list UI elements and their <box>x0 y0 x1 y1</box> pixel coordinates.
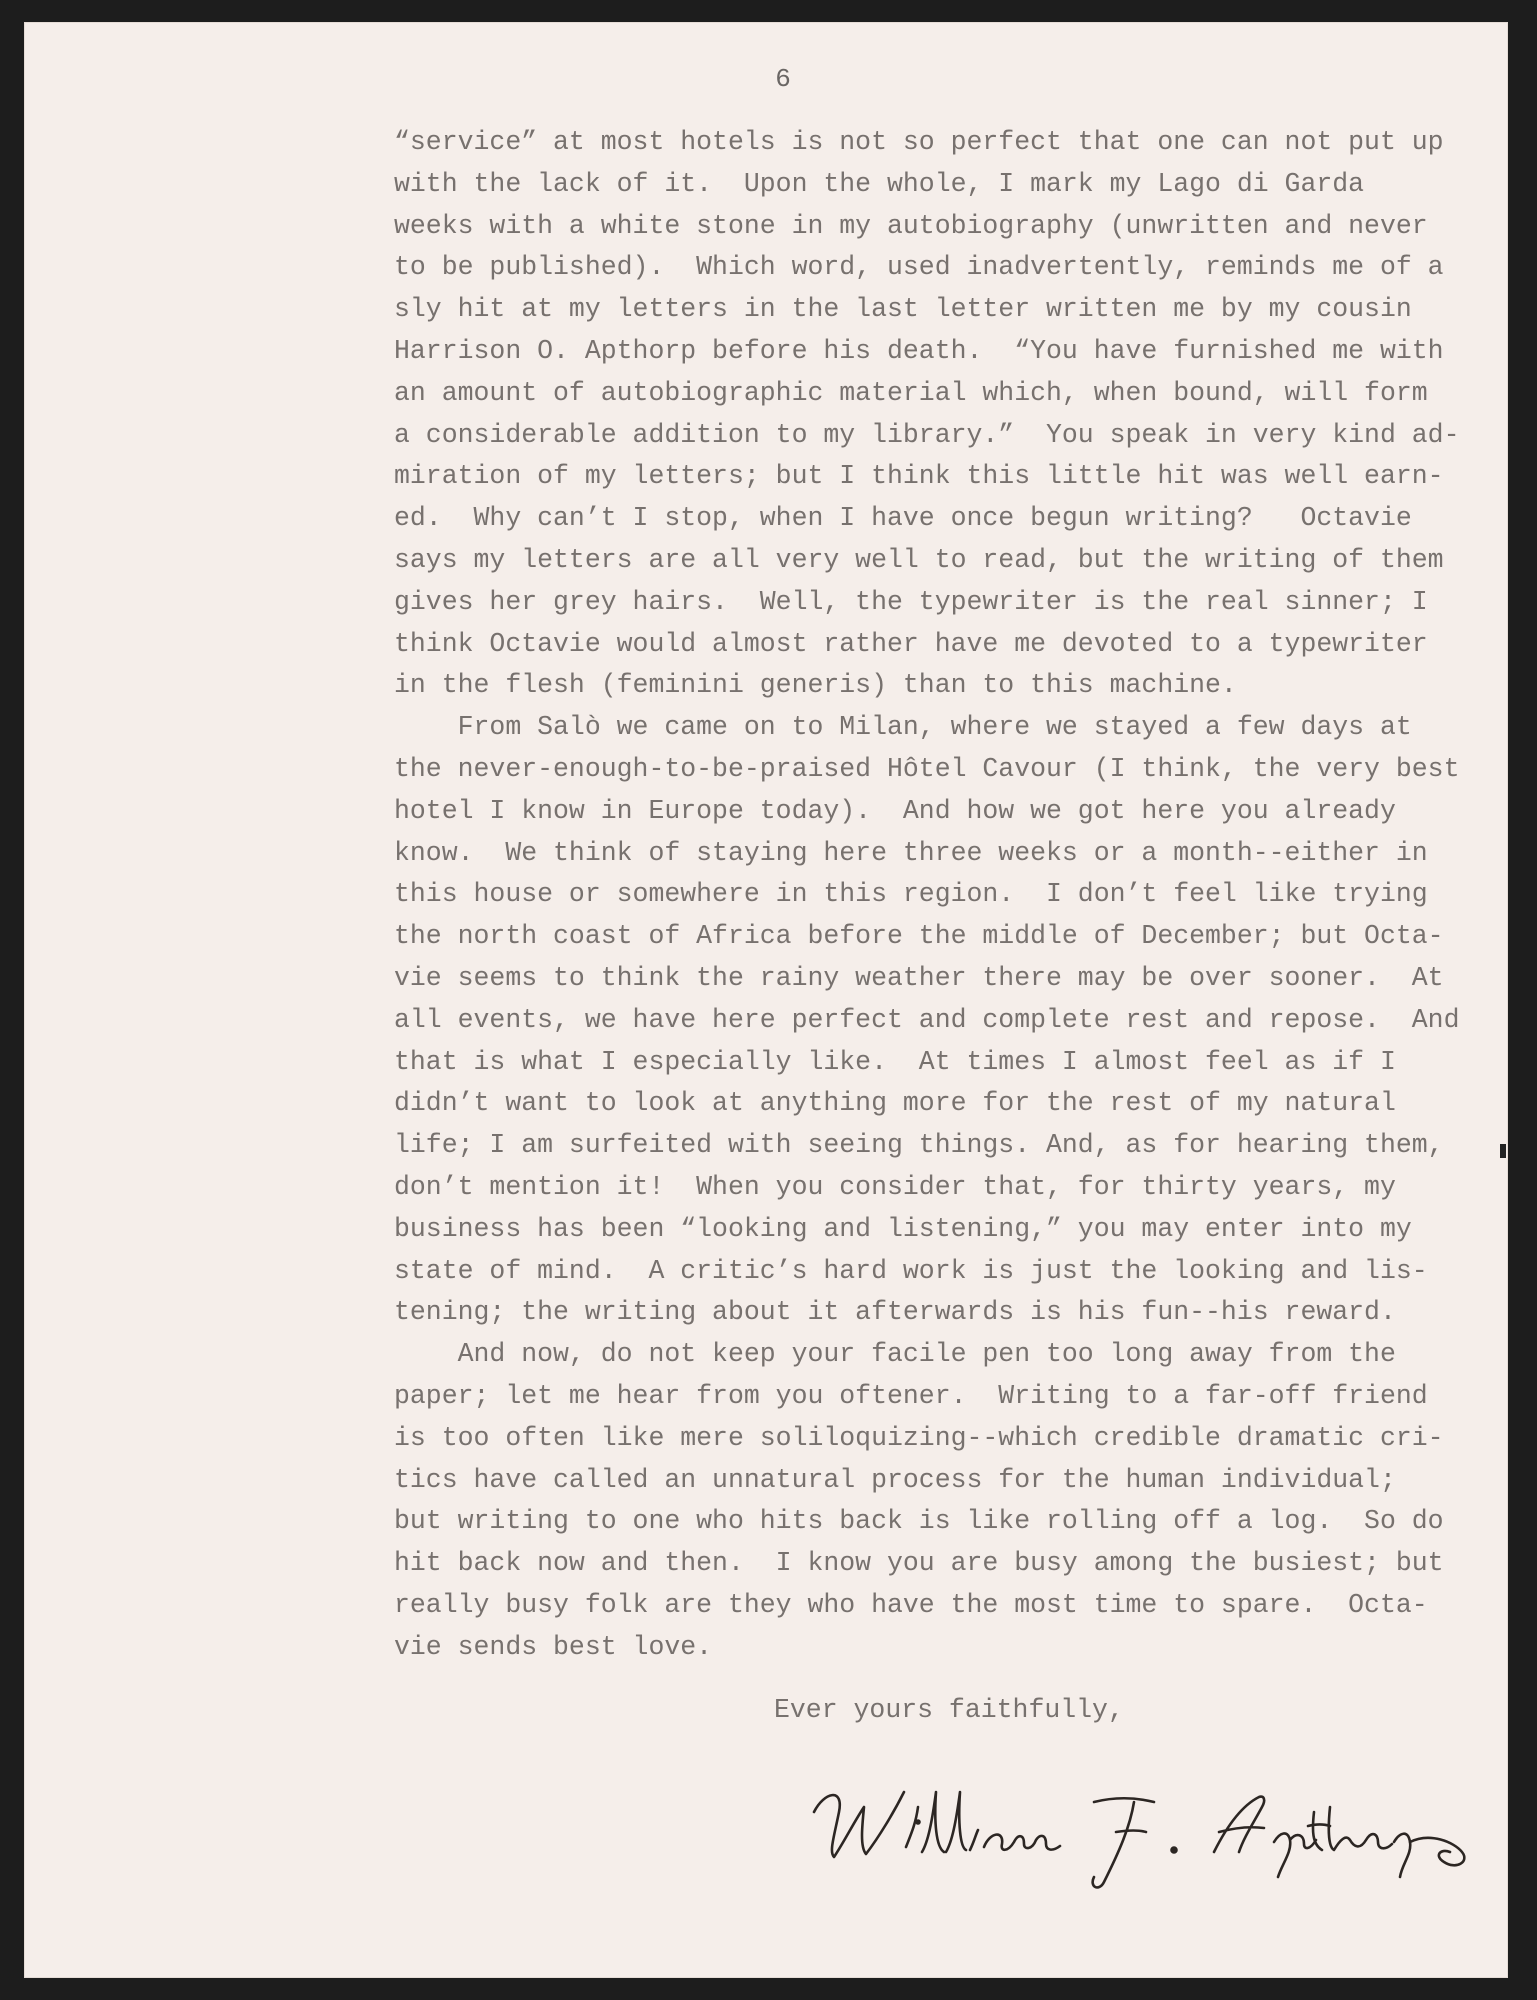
letter-body <box>394 122 1494 1732</box>
text-line: think Octavie would almost rather have me devoted to a typewriter <box>394 628 1428 659</box>
text-line: From Salò we came on to Milan, where we stayed a few days at <box>394 712 1412 743</box>
text-line: gives her grey hairs. Well, the typewriter is the real sinner; I <box>394 586 1428 617</box>
text-line: but writing to one who hits back is like rolling off a log. So do <box>394 1506 1444 1537</box>
text-line: to be published). Which word, used inadvertently, reminds me of a <box>394 252 1444 283</box>
text-line: really busy folk are they who have the most time to spare. Octa- <box>394 1589 1428 1620</box>
text-line: “service” at most hotels is not so perfect that one can not put up <box>394 127 1444 157</box>
text-line: says my letters are all very well to read, but the writing of them <box>394 544 1444 575</box>
closing-line: Ever yours faithfully, <box>774 1695 1124 1726</box>
text-line: hit back now and then. I know you are busy among the busiest; but <box>394 1548 1444 1579</box>
text-line: miration of my letters; but I think this little hit was well earn- <box>394 461 1444 492</box>
text-line: is too often like mere soliloquizing--which credible dramatic cri- <box>394 1422 1444 1453</box>
text-line: a considerable addition to my library.” You speak in very kind ad- <box>394 419 1460 450</box>
text-line: sly hit at my letters in the last letter written me by my cousin <box>394 294 1412 325</box>
text-line: vie sends best love. <box>394 1631 713 1662</box>
text-line: know. We think of staying here three weeks or a month--either in <box>394 837 1428 868</box>
text-line: that is what I especially like. At times I almost feel as if I <box>394 1046 1396 1077</box>
text-line: state of mind. A critic’s hard work is just the looking and lis- <box>394 1255 1428 1286</box>
text-line: vie seems to think the rainy weather there may be over sooner. At <box>394 962 1444 993</box>
text-line: tics have called an unnatural process for the human individual; <box>394 1464 1396 1495</box>
page-edge-mark <box>1500 1144 1506 1158</box>
text-line: the never-enough-to-be-praised Hôtel Cavour (I think, the very best <box>394 753 1460 784</box>
letter-page <box>24 22 1508 1978</box>
text-line: with the lack of it. Upon the whole, I mark my Lago di Garda <box>394 168 1365 199</box>
text-line: this house or somewhere in this region. I don’t feel like trying <box>394 879 1428 910</box>
handwritten-signature <box>794 1752 1494 1892</box>
text-line: ed. Why can’t I stop, when I have once begun writing? Octavie <box>394 503 1412 534</box>
text-line: all events, we have here perfect and complete rest and repose. And <box>394 1004 1460 1035</box>
spacer <box>394 1668 1494 1690</box>
text-line: paper; let me hear from you oftener. Writing to a far-off friend <box>394 1380 1428 1411</box>
text-line: didn’t want to look at anything more for the rest of my natural <box>394 1088 1396 1119</box>
text-line: tening; the writing about it afterwards is his fun--his reward. <box>394 1297 1396 1328</box>
text-line: in the flesh (feminini generis) than to this machine. <box>394 670 1237 701</box>
text-line: the north coast of Africa before the middle of December; but Octa- <box>394 921 1444 952</box>
text-line: business has been “looking and listening,” you may enter into my <box>394 1213 1412 1244</box>
text-line: don’t mention it! When you consider that, for thirty years, my <box>394 1171 1396 1202</box>
text-line: hotel I know in Europe today). And how we got here you already <box>394 795 1396 826</box>
text-line: Harrison O. Apthorp before his death. “You have furnished me with <box>394 335 1444 366</box>
page-number: 6 <box>775 64 791 94</box>
text-line: an amount of autobiographic material which, when bound, will form <box>394 377 1428 408</box>
text-line: weeks with a white stone in my autobiography (unwritten and never <box>394 210 1428 241</box>
text-line: life; I am surfeited with seeing things. And, as for hearing them, <box>394 1130 1444 1161</box>
text-line: And now, do not keep your facile pen too long away from the <box>394 1339 1396 1370</box>
